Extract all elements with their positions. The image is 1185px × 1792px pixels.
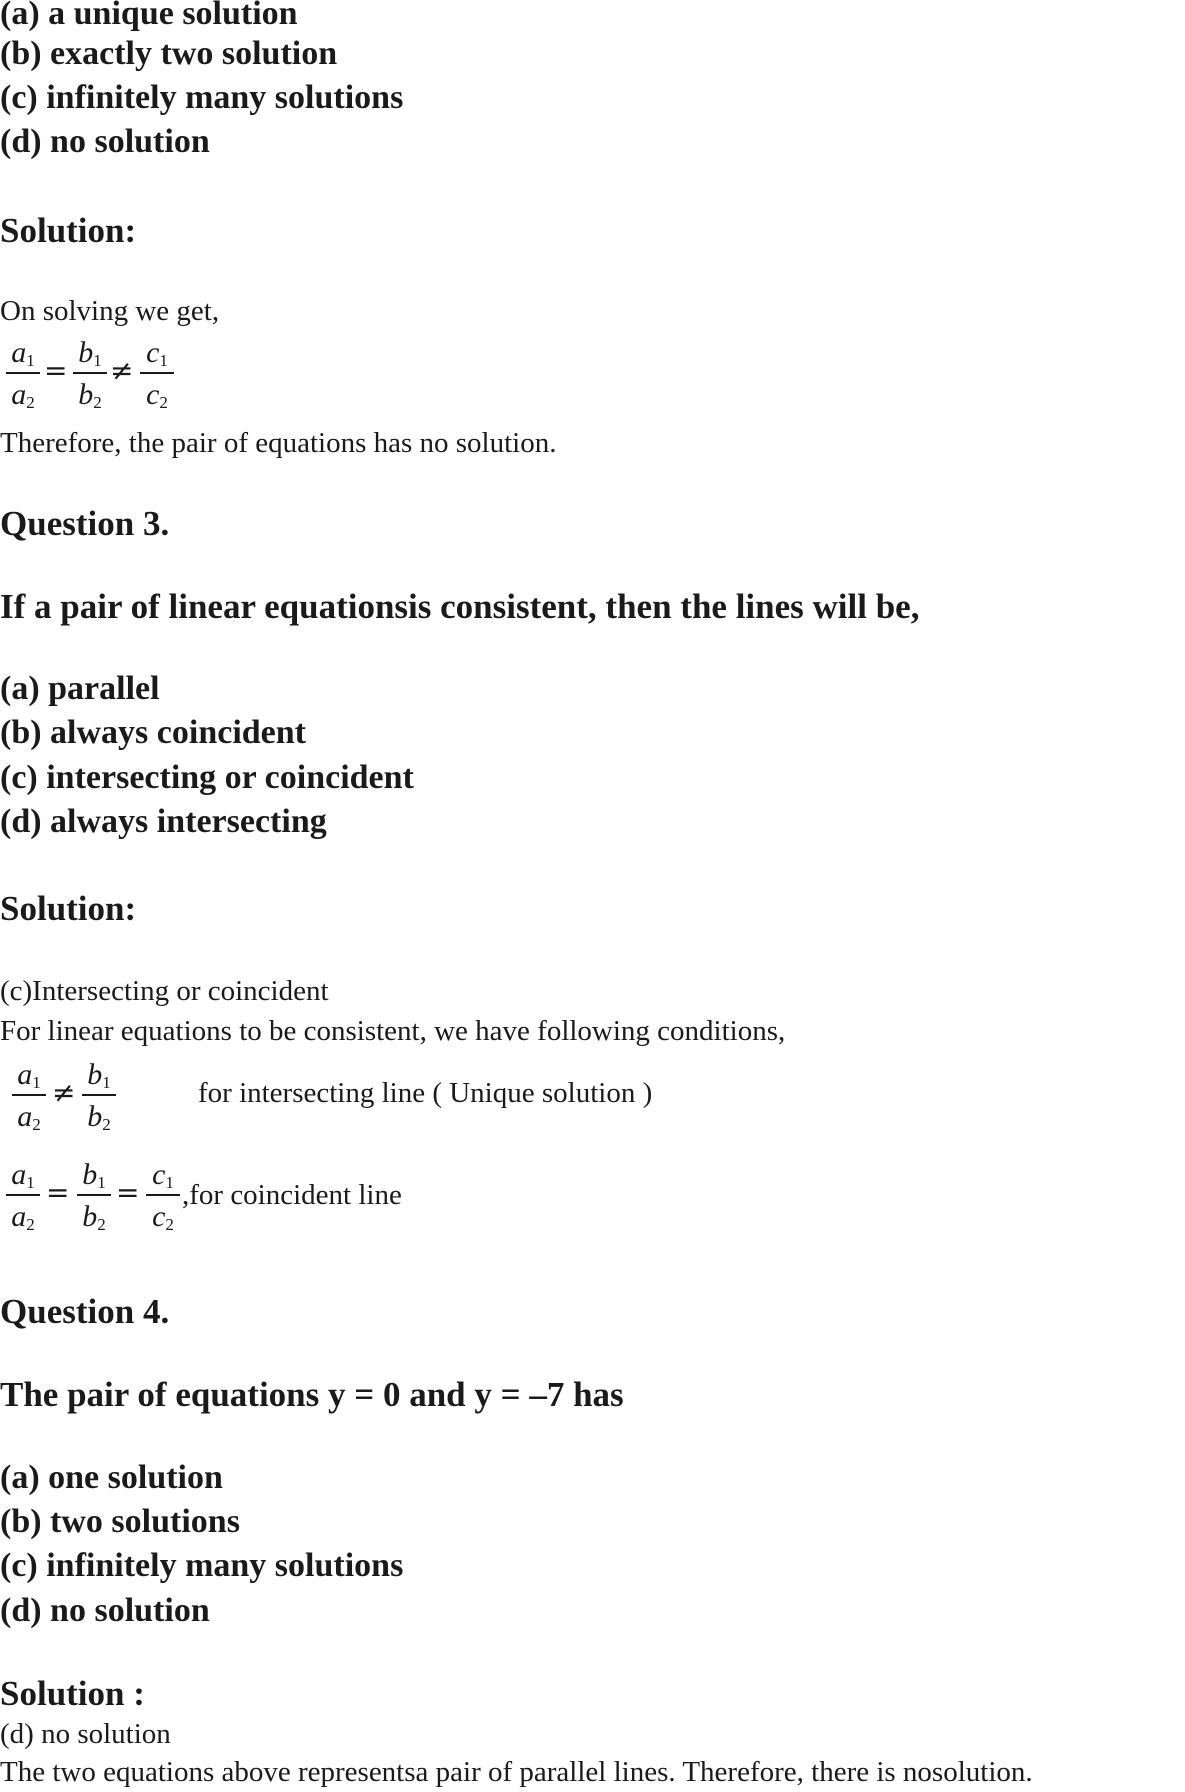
q2-fraction-a: $a_1$ $a_2$ [6,338,40,410]
q3-option-a: (a) parallel [0,670,160,707]
q2-fraction-b: $b_1$ $b_2$ [73,338,107,410]
q3-cond1-label: for intersecting line ( Unique solution ) [198,1077,653,1109]
q4-option-a: (a) one solution [0,1459,223,1496]
q3-cond2-equals-sign-2: = [116,1176,140,1209]
q2-fraction-c: $c_1$ $c_2$ [140,338,174,410]
q4-explanation: The two equations above representsa pair of parallel lines. Therefore, there is nosolution. [0,1756,1033,1788]
q3-cond1-fraction-b: $b_1$ $b_2$ [82,1060,116,1132]
q4-option-b: (b) two solutions [0,1503,240,1540]
q3-option-b: (b) always coincident [0,714,306,751]
q4-question: The pair of equations y = 0 and y = –7 has [0,1375,624,1414]
q3-cond2-fraction-c: $c_1$ $c_2$ [146,1160,180,1232]
q3-option-d: (d) always intersecting [0,803,327,840]
q4-option-d: (d) no solution [0,1592,210,1629]
q2-option-c: (c) infinitely many solutions [0,79,404,116]
q3-question: If a pair of linear equationsis consistent, then the lines will be, [0,587,920,626]
q4-option-c: (c) infinitely many solutions [0,1547,404,1584]
q3-cond2-equals-sign-1: = [46,1176,70,1209]
q3-explanation: For linear equations to be consistent, we have following conditions, [0,1015,786,1047]
q3-cond2-label: ,for coincident line [182,1179,402,1211]
q3-cond2-fraction-a: $a_1$ $a_2$ [6,1160,40,1232]
q4-solution-heading: Solution : [0,1674,145,1713]
q3-option-c: (c) intersecting or coincident [0,759,414,796]
q2-option-a: (a) a unique solution [0,0,298,32]
q2-not-equal-sign: ≠ [110,354,134,387]
q2-solution-intro: On solving we get, [0,295,220,327]
q3-answer: (c)Intersecting or coincident [0,975,329,1007]
q2-option-b: (b) exactly two solution [0,35,338,72]
q3-cond1-fraction-a: $a_1$ $a_2$ [12,1060,46,1132]
q2-equals-sign: = [44,354,68,387]
q2-option-d: (d) no solution [0,123,210,160]
q2-conclusion: Therefore, the pair of equations has no solution. [0,427,557,459]
q3-cond1-not-equal-sign: ≠ [52,1076,76,1109]
q4-answer: (d) no solution [0,1718,171,1750]
q3-cond2-fraction-b: $b_1$ $b_2$ [77,1160,111,1232]
q4-heading: Question 4. [0,1292,170,1331]
q3-heading: Question 3. [0,504,170,543]
q3-solution-heading: Solution: [0,889,137,928]
q2-solution-heading: Solution: [0,211,137,250]
